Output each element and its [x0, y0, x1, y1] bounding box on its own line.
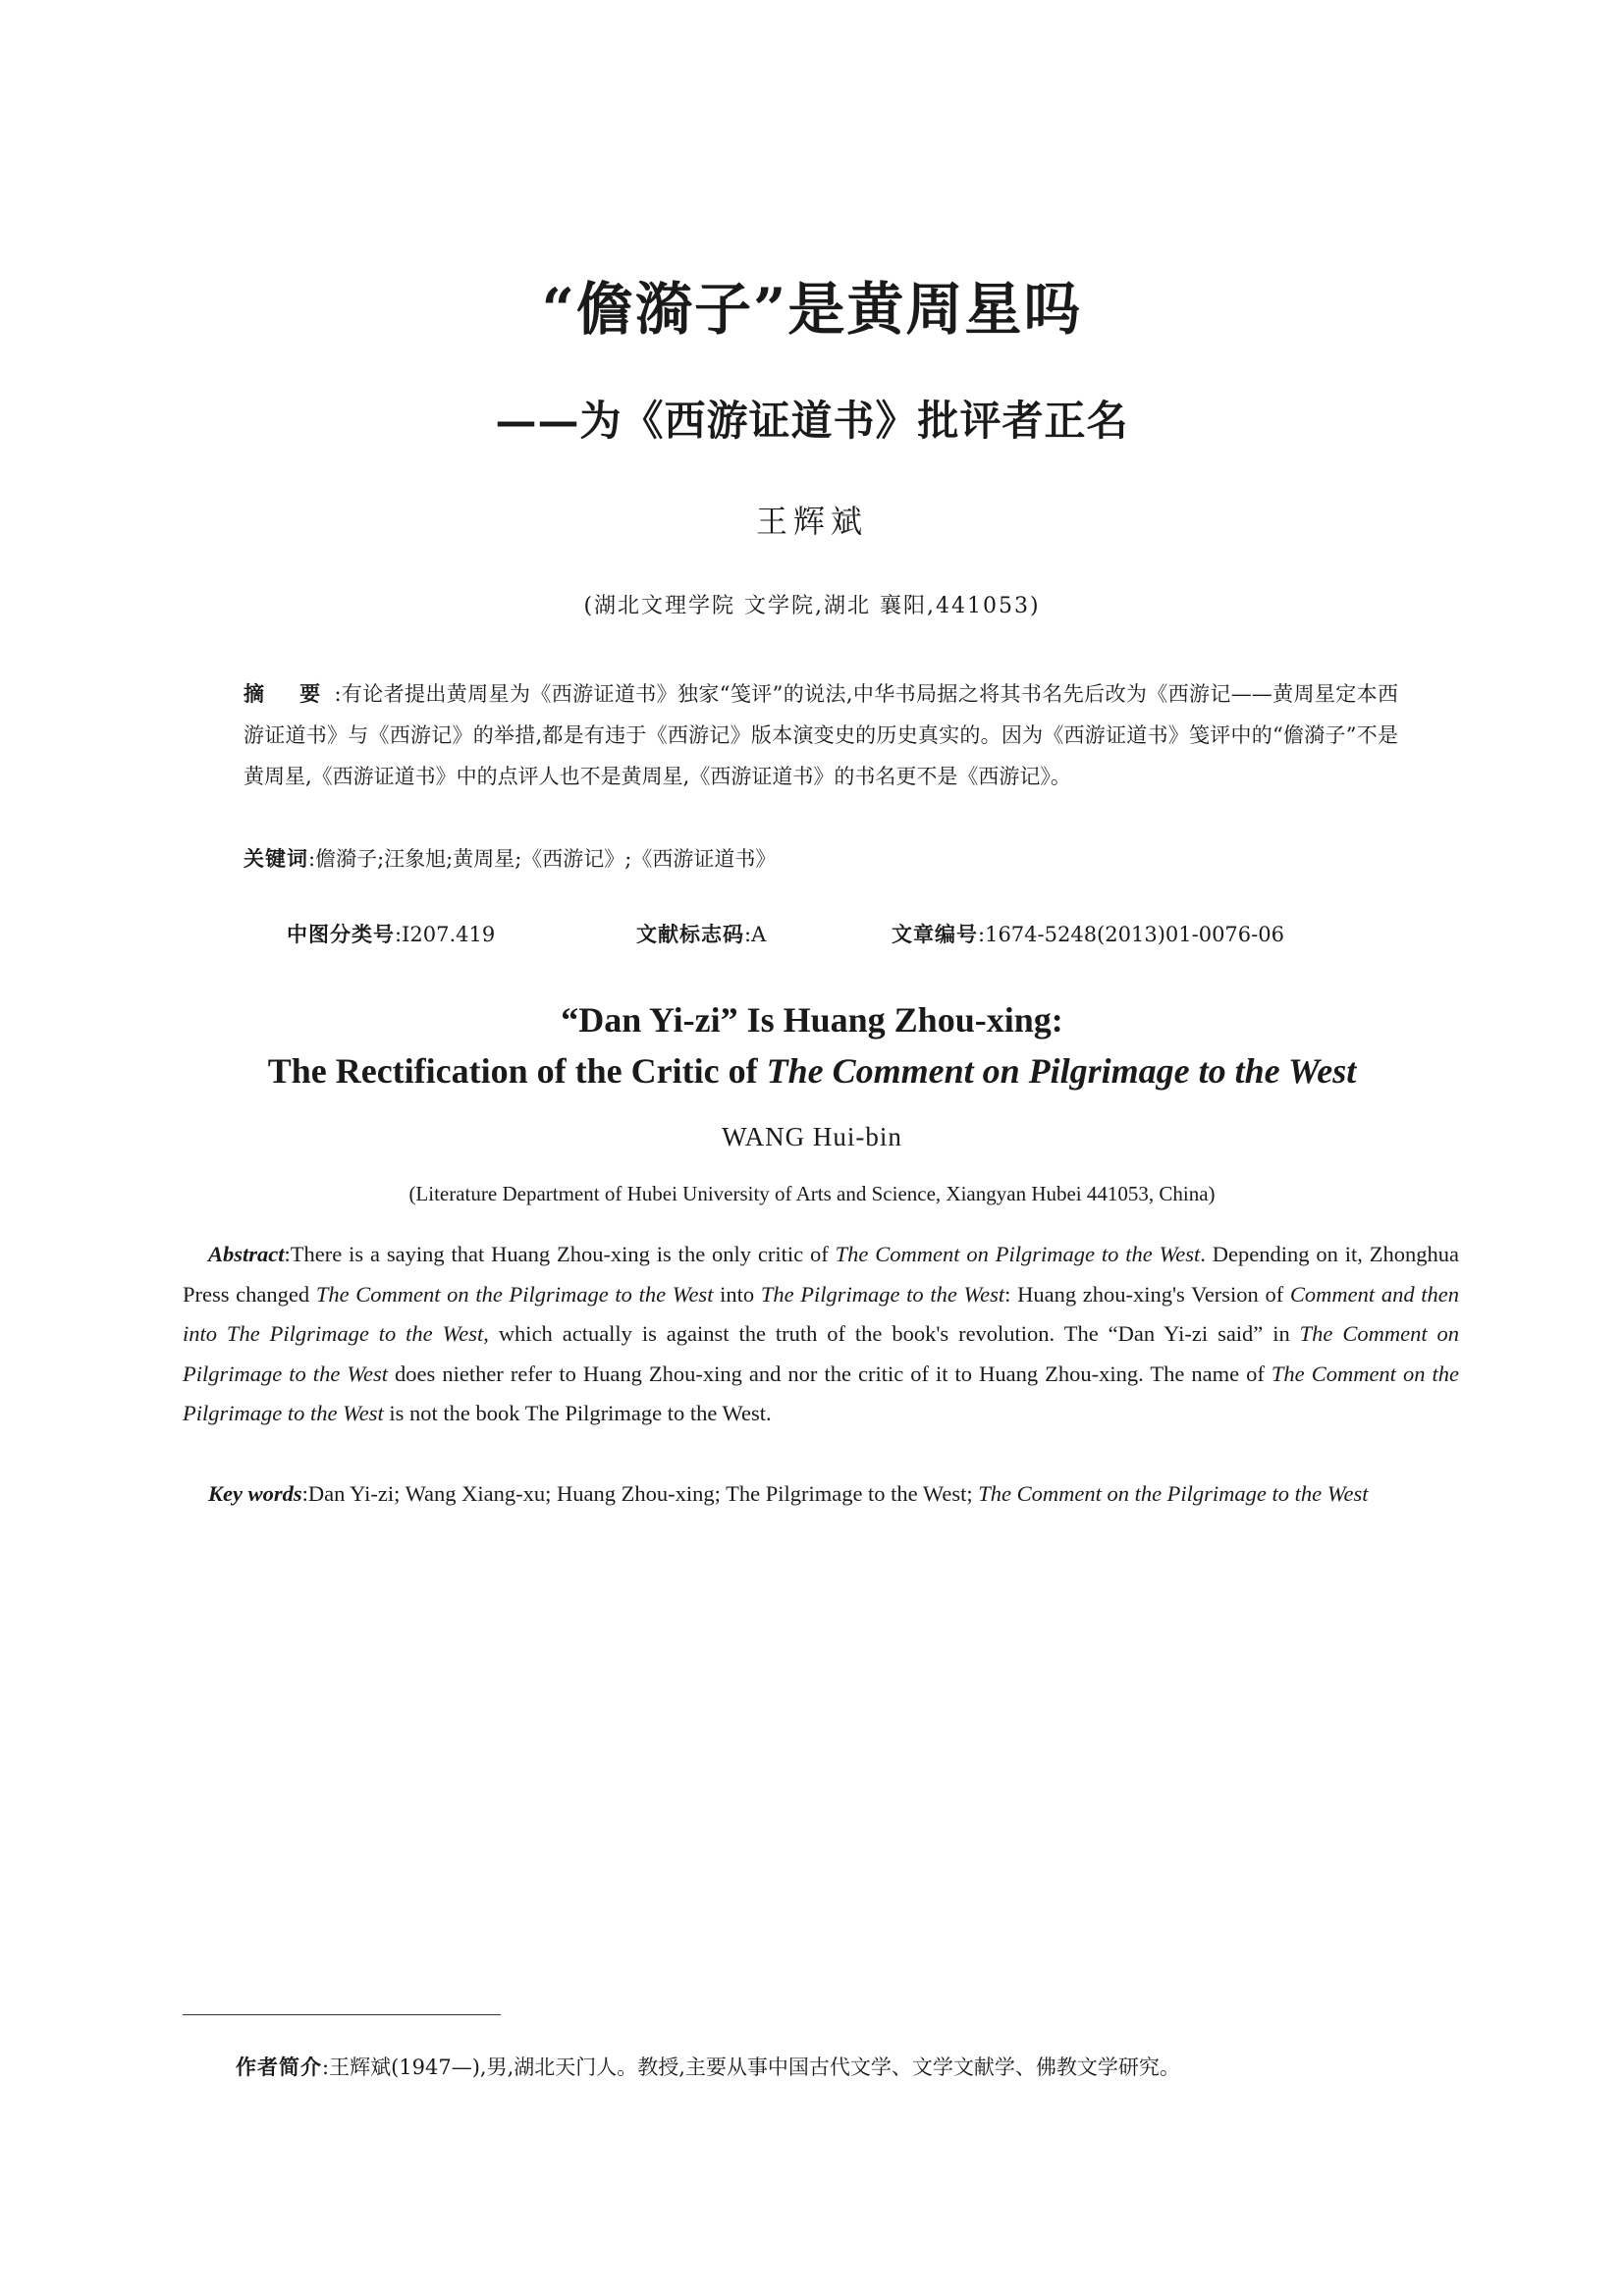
footnote-text: 王辉斌(1947—),男,湖北天门人。教授,主要从事中国古代文学、文学文献学、佛教文学研究。	[329, 2056, 1180, 2079]
english-title-line2	[0, 1050, 1624, 1092]
chinese-author: 王辉斌	[755, 503, 868, 540]
article-number-separator: :	[978, 923, 986, 946]
chinese-abstract-label: 摘 要	[244, 682, 335, 706]
document-code-label: 文献标志码	[636, 923, 744, 946]
chinese-title: “儋漪子”是黄周星吗	[541, 276, 1083, 343]
english-affiliation: (Literature Department of Hubei University of Arts and Science, Xiangyan Hubei 441053, China)	[408, 1182, 1216, 1205]
footnote-label: 作者简介	[236, 2056, 322, 2079]
footnote-separator: :	[322, 2056, 330, 2079]
english-title-line1: “Dan Yi-zi” Is Huang Zhou-xing:	[561, 1000, 1063, 1040]
classification-line	[287, 919, 1416, 958]
english-abstract: Abstract:There is a saying that Huang Zhou-xing is the only critic of The Comment on Pilgrimage to the West. Depending on it, Zhonghua Press changed The Comment on the Pilgrimage to the West into The Pilgrimage to the West: Huang zhou-xing's Version of Comment and then into The Pilgrimage to the West, which actually is against the truth of the book's revolution. The “Dan Yi-zi said” in The Comment on Pilgrimage to the West does niether refer to Huang Zhou-xing and nor the critic of it to Huang Zhou-xing. The name of The Comment on the Pilgrimage to the West is not the book The Pilgrimage to the West.	[183, 1242, 1460, 1425]
english-abstract-part-2: . Depending on it, Zhonghua Press changed	[183, 1242, 1459, 1307]
english-title-line2-italic: The Comment on Pilgrimage to the West	[766, 1051, 1357, 1091]
english-abstract-part-4: into	[713, 1281, 761, 1307]
clc-number	[287, 919, 495, 948]
english-abstract-part-9: The Comment on Pilgrimage to the West	[183, 1321, 1459, 1386]
document-code	[636, 919, 766, 948]
footnote-divider	[183, 2014, 501, 2015]
english-abstract-part-1: The Comment on Pilgrimage to the West	[835, 1242, 1201, 1266]
english-keywords: Key words:Dan Yi-zi; Wang Xiang-xu; Huang Zhou-xing; The Pilgrimage to the West; The Comment on the Pilgrimage to the West	[208, 1481, 1369, 1506]
chinese-keywords-text: 儋漪子;汪象旭;黄周星;《西游记》;《西游证道书》	[315, 847, 777, 871]
english-abstract-part-5: The Pilgrimage to the West	[760, 1281, 1005, 1307]
clc-value: I207.419	[402, 923, 496, 946]
english-abstract-part-12: is not the book The Pilgrimage to the West.	[383, 1401, 772, 1425]
article-number-label: 文章编号	[892, 923, 978, 946]
english-abstract-part-7: Comment and then into The Pilgrimage to the West	[183, 1281, 1460, 1346]
english-abstract-label: Abstract	[208, 1242, 285, 1266]
english-abstract-part-8: , which actually is against the truth of the book's revolution. The “Dan Yi-zi said” in	[483, 1321, 1300, 1346]
english-author: WANG Hui-bin	[722, 1122, 902, 1151]
chinese-abstract	[244, 673, 1398, 797]
english-abstract-part-11: The Comment on the Pilgrimage to the West	[183, 1361, 1459, 1425]
clc-separator: :	[395, 923, 403, 946]
chinese-keywords-separator: :	[308, 847, 316, 871]
english-keywords-plain: Dan Yi-zi; Wang Xiang-xu; Huang Zhou-xing; The Pilgrimage to the West;	[307, 1481, 979, 1506]
chinese-abstract-separator: :	[334, 682, 342, 706]
english-title-line2-plain: The Rectification of the Critic of	[267, 1051, 767, 1091]
article-number	[892, 919, 1284, 948]
english-abstract-part-6: : Huang zhou-xing's Version of	[1004, 1281, 1290, 1307]
clc-label: 中图分类号	[287, 923, 395, 946]
chinese-affiliation: (湖北文理学院 文学院,湖北 襄阳,441053)	[583, 594, 1041, 618]
chinese-keywords-label: 关键词	[244, 847, 308, 871]
chinese-subtitle: ——为《西游证道书》批评者正名	[495, 397, 1129, 445]
chinese-abstract-text: 有论者提出黄周星为《西游证道书》独家“笺评”的说法,中华书局据之将其书名先后改为《西游记——黄周星定本西游证道书》与《西游记》的举措,都是有违于《西游记》版本演变史的历史真实的。因为《西游证道书》笺评中的“儋漪子”不是黄周星,《西游证道书》中的点评人也不是黄周星,《西游证道书》的书名更不是《西游记》。	[244, 682, 1398, 788]
chinese-keywords	[244, 838, 1398, 880]
document-code-value: A	[751, 923, 767, 946]
article-number-value: 1674-5248(2013)01-0076-06	[985, 923, 1284, 946]
document-code-separator: :	[744, 923, 752, 946]
english-keywords-label: Key words	[208, 1481, 302, 1506]
english-abstract-part-3: The Comment on the Pilgrimage to the West	[315, 1281, 714, 1307]
english-keywords-italic: The Comment on the Pilgrimage to the West	[978, 1481, 1369, 1506]
english-abstract-part-0: There is a saying that Huang Zhou-xing is the only critic of	[290, 1242, 836, 1266]
author-footnote	[236, 2052, 1414, 2081]
english-abstract-part-10: does niether refer to Huang Zhou-xing and nor the critic of it to Huang Zhou-xing. The name of	[388, 1361, 1272, 1386]
